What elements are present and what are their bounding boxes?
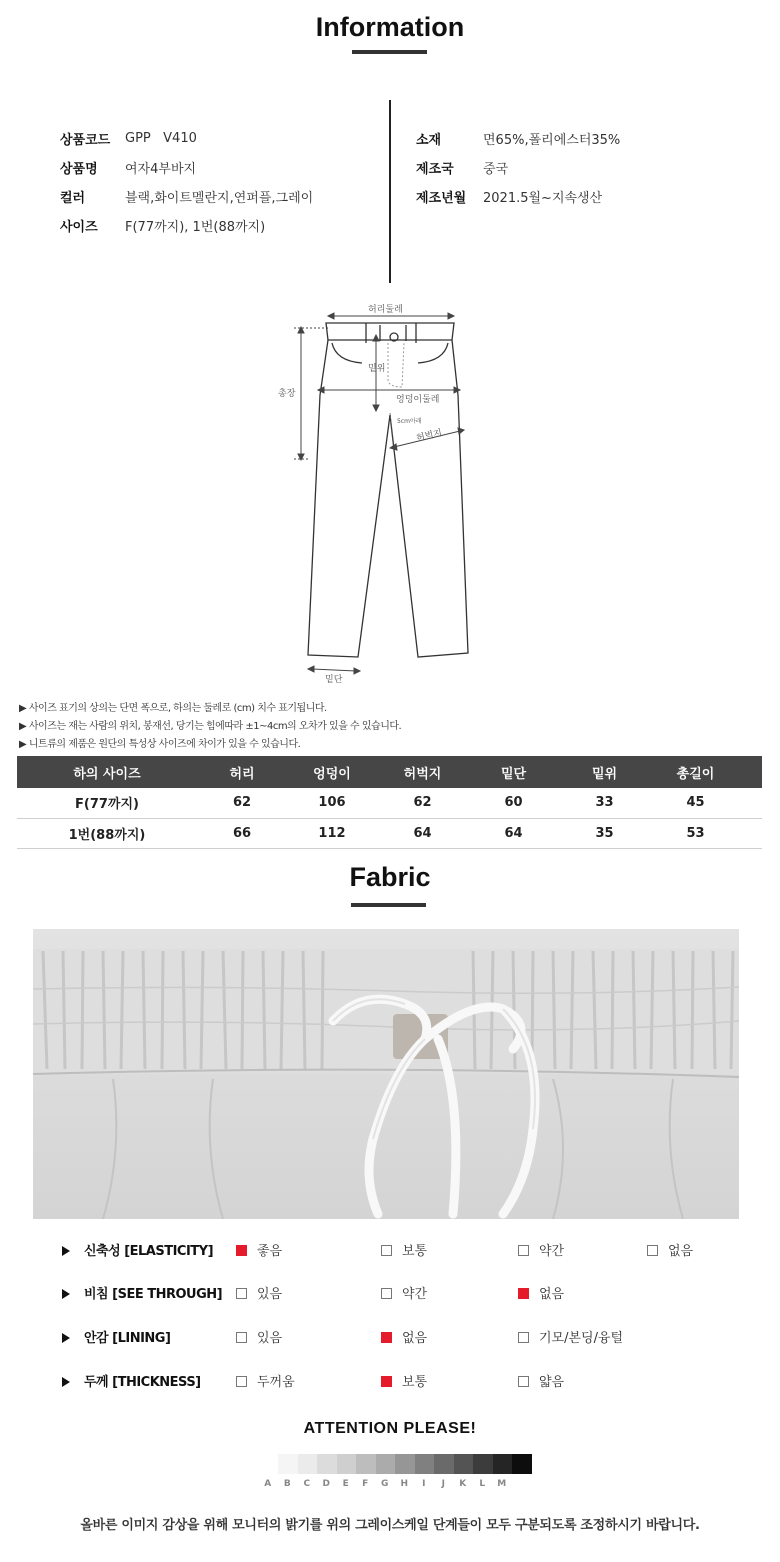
attr-label-text: 안감 [LINING] (84, 1331, 171, 1346)
info-key: 제조국 (416, 162, 454, 177)
grayscale-swatch (395, 1454, 415, 1474)
attr-option (518, 1240, 564, 1259)
table-cell: 66 (197, 818, 287, 848)
table-row (17, 818, 762, 848)
info-key: 상품명 (60, 162, 98, 177)
table-cell: 64 (377, 818, 468, 848)
header-cell: 하의 사이즈 (17, 756, 197, 788)
checkbox-empty-icon (236, 1376, 247, 1387)
info-row-code (60, 124, 313, 153)
checkbox-empty-icon (518, 1245, 529, 1256)
note-line: ▶ 사이즈는 재는 사람의 위치, 봉재선, 당기는 힘에따라 ±1~4cm의 오차가 있을 수 있습니다. (19, 721, 402, 732)
triangle-bullet-icon (62, 1377, 70, 1387)
table-cell: 45 (650, 788, 741, 818)
grayscale-swatch (415, 1454, 435, 1474)
attr-option (236, 1371, 295, 1390)
attr-option (381, 1283, 427, 1302)
attr-option (236, 1327, 282, 1346)
table-cell: 64 (468, 818, 559, 848)
checkbox-empty-icon (236, 1288, 247, 1299)
attr-label (62, 1283, 222, 1302)
size-notes (19, 702, 401, 756)
attention-title: ATTENTION PLEASE! (303, 1420, 477, 1437)
grayscale-swatch (376, 1454, 396, 1474)
attr-option (381, 1240, 427, 1259)
pants-outline (308, 340, 468, 657)
attr-option (518, 1283, 564, 1302)
info-value: GPP V410 (125, 131, 197, 146)
info-row-name (60, 153, 313, 182)
label-hip: 엉덩이둘레 (396, 395, 440, 405)
info-value: 블랙,화이트멜란지,연퍼플,그레이 (125, 191, 314, 206)
attr-option (518, 1327, 623, 1346)
label-hem: 밑단 (325, 675, 343, 685)
attr-row-elasticity (62, 1236, 742, 1260)
grayscale-swatch (337, 1454, 357, 1474)
attr-option-text: 없음 (402, 1331, 428, 1346)
checkbox-empty-icon (236, 1332, 247, 1343)
info-row-size (60, 211, 313, 240)
attr-row-thickness (62, 1367, 742, 1391)
grayscale-letter: G (381, 1479, 389, 1489)
attr-option (381, 1327, 427, 1346)
attr-option-text: 보통 (402, 1375, 428, 1390)
info-row-color (60, 182, 313, 211)
note-line: ▶ 니트류의 제품은 원단의 특성상 사이즈에 차이가 있을 수 있습니다. (19, 739, 301, 750)
grayscale-letter: L (479, 1479, 486, 1489)
checkbox-empty-icon (381, 1288, 392, 1299)
grayscale-letter: B (283, 1479, 291, 1489)
attr-label-text: 두께 [THICKNESS] (84, 1375, 201, 1390)
info-row-country (416, 153, 620, 182)
attr-option-text: 있음 (257, 1331, 283, 1346)
product-info-left (60, 124, 313, 240)
triangle-bullet-icon (62, 1289, 70, 1299)
header-cell: 허벅지 (377, 756, 468, 788)
info-key: 상품코드 (60, 133, 111, 148)
header-cell: 총길이 (650, 756, 741, 788)
note-line: ▶ 사이즈 표기의 상의는 단면 폭으로, 하의는 둘레로 (cm) 치수 표기됩니다. (19, 703, 327, 714)
information-title-underline (352, 50, 427, 54)
label-waist: 허리둘레 (368, 305, 403, 315)
attr-option-text: 보통 (402, 1244, 428, 1259)
info-row-material (416, 124, 620, 153)
product-info-right (416, 124, 620, 211)
pants-drawing (270, 295, 510, 690)
info-row-date (416, 182, 620, 211)
attr-option-text: 두꺼움 (257, 1375, 295, 1390)
header-cell-empty (741, 756, 762, 788)
table-cell: F(77까지) (17, 788, 197, 818)
attr-option-text: 약간 (402, 1287, 428, 1302)
brightness-notice: 올바른 이미지 감상을 위해 모니터의 밝기를 위의 그레이스케일 단계들이 모두 구분되도록 조정하시기 바랍니다. (80, 1518, 700, 1533)
grayscale-swatch (454, 1454, 474, 1474)
attr-option (236, 1240, 282, 1259)
attr-option (381, 1371, 427, 1390)
attr-label-text: 신축성 [ELASTICITY] (84, 1244, 214, 1259)
fabric-photo-illustration (33, 929, 739, 1219)
grayscale-letter: E (342, 1479, 349, 1489)
grayscale-swatch (317, 1454, 337, 1474)
hem-arrow (312, 669, 356, 671)
grayscale-letter: A (264, 1479, 272, 1489)
attr-label (62, 1327, 170, 1346)
grayscale-letter: F (362, 1479, 369, 1489)
table-cell: 53 (650, 818, 741, 848)
fly-stitching (388, 343, 404, 387)
grayscale-letter: C (303, 1479, 311, 1489)
triangle-bullet-icon (62, 1246, 70, 1256)
table-cell: 1번(88까지) (17, 818, 197, 848)
grayscale-letter: D (322, 1479, 330, 1489)
label-rise: 밑위 (368, 364, 386, 374)
grayscale-letter: M (497, 1479, 507, 1489)
checkbox-checked-icon (381, 1332, 392, 1343)
attr-option-text: 좋음 (257, 1244, 283, 1259)
size-table-header (17, 756, 762, 788)
info-key: 사이즈 (60, 220, 98, 235)
attr-option (647, 1240, 693, 1259)
info-key: 제조년월 (416, 191, 467, 206)
attr-option-text: 없음 (668, 1244, 694, 1259)
label-thigh-note: 5cm아래 (397, 418, 422, 425)
fabric-title-underline (351, 903, 426, 907)
info-value: F(77까지), 1번(88까지) (125, 220, 266, 235)
table-row (17, 788, 762, 818)
grayscale-swatch (473, 1454, 493, 1474)
attr-label (62, 1371, 201, 1390)
grayscale-swatch (356, 1454, 376, 1474)
header-cell: 밑단 (468, 756, 559, 788)
info-value: 면65%,폴리에스터35% (483, 133, 621, 148)
table-cell: 62 (377, 788, 468, 818)
info-value: 여자4부바지 (125, 162, 197, 177)
header-cell: 밑위 (559, 756, 650, 788)
attr-option-text: 약간 (539, 1244, 565, 1259)
info-key: 컬러 (60, 191, 86, 206)
checkbox-checked-icon (381, 1376, 392, 1387)
left-pocket (332, 343, 362, 363)
checkbox-checked-icon (518, 1288, 529, 1299)
attr-option-text: 없음 (539, 1287, 565, 1302)
size-table (17, 756, 762, 849)
info-key: 소재 (416, 133, 442, 148)
grayscale-letters (258, 1479, 512, 1489)
table-cell: 106 (287, 788, 377, 818)
attr-option (518, 1371, 564, 1390)
fabric-title: Fabric (349, 862, 431, 892)
attr-option-text: 기모/본딩/융털 (539, 1331, 624, 1346)
attr-row-see-through (62, 1279, 742, 1303)
table-cell-empty (741, 818, 762, 848)
grayscale-swatch (493, 1454, 513, 1474)
right-pocket (418, 343, 448, 363)
information-title: Information (315, 12, 465, 42)
grayscale-swatch (434, 1454, 454, 1474)
table-cell: 62 (197, 788, 287, 818)
attr-option (236, 1283, 282, 1302)
pants-measurement-diagram (270, 295, 510, 690)
grayscale-letter: I (422, 1479, 426, 1489)
info-divider (389, 100, 391, 283)
info-value: 2021.5월~지속생산 (483, 191, 603, 206)
grayscale-strip (278, 1454, 532, 1474)
attr-row-lining (62, 1323, 742, 1347)
grayscale-letter: K (459, 1479, 467, 1489)
table-cell-empty (741, 788, 762, 818)
attr-option-text: 얇음 (539, 1375, 565, 1390)
info-value: 중국 (483, 162, 509, 177)
grayscale-swatch (278, 1454, 298, 1474)
label-length: 총장 (278, 389, 296, 399)
grayscale-letter: J (441, 1479, 445, 1489)
attr-label (62, 1240, 213, 1259)
grayscale-swatch (512, 1454, 532, 1474)
grayscale-swatch (298, 1454, 318, 1474)
checkbox-checked-icon (236, 1245, 247, 1256)
triangle-bullet-icon (62, 1333, 70, 1343)
attr-label-text: 비침 [SEE THROUGH] (84, 1287, 223, 1302)
label-thigh: 허벅지 (415, 428, 444, 444)
checkbox-empty-icon (518, 1332, 529, 1343)
table-cell: 35 (559, 818, 650, 848)
table-cell: 112 (287, 818, 377, 848)
checkbox-empty-icon (381, 1245, 392, 1256)
header-cell: 엉덩이 (287, 756, 377, 788)
checkbox-empty-icon (518, 1376, 529, 1387)
attr-option-text: 있음 (257, 1287, 283, 1302)
grayscale-letter: H (400, 1479, 409, 1489)
checkbox-empty-icon (647, 1245, 658, 1256)
table-cell: 33 (559, 788, 650, 818)
fabric-closeup-photo (33, 929, 739, 1219)
header-cell: 허리 (197, 756, 287, 788)
product-info (0, 100, 780, 285)
table-cell: 60 (468, 788, 559, 818)
